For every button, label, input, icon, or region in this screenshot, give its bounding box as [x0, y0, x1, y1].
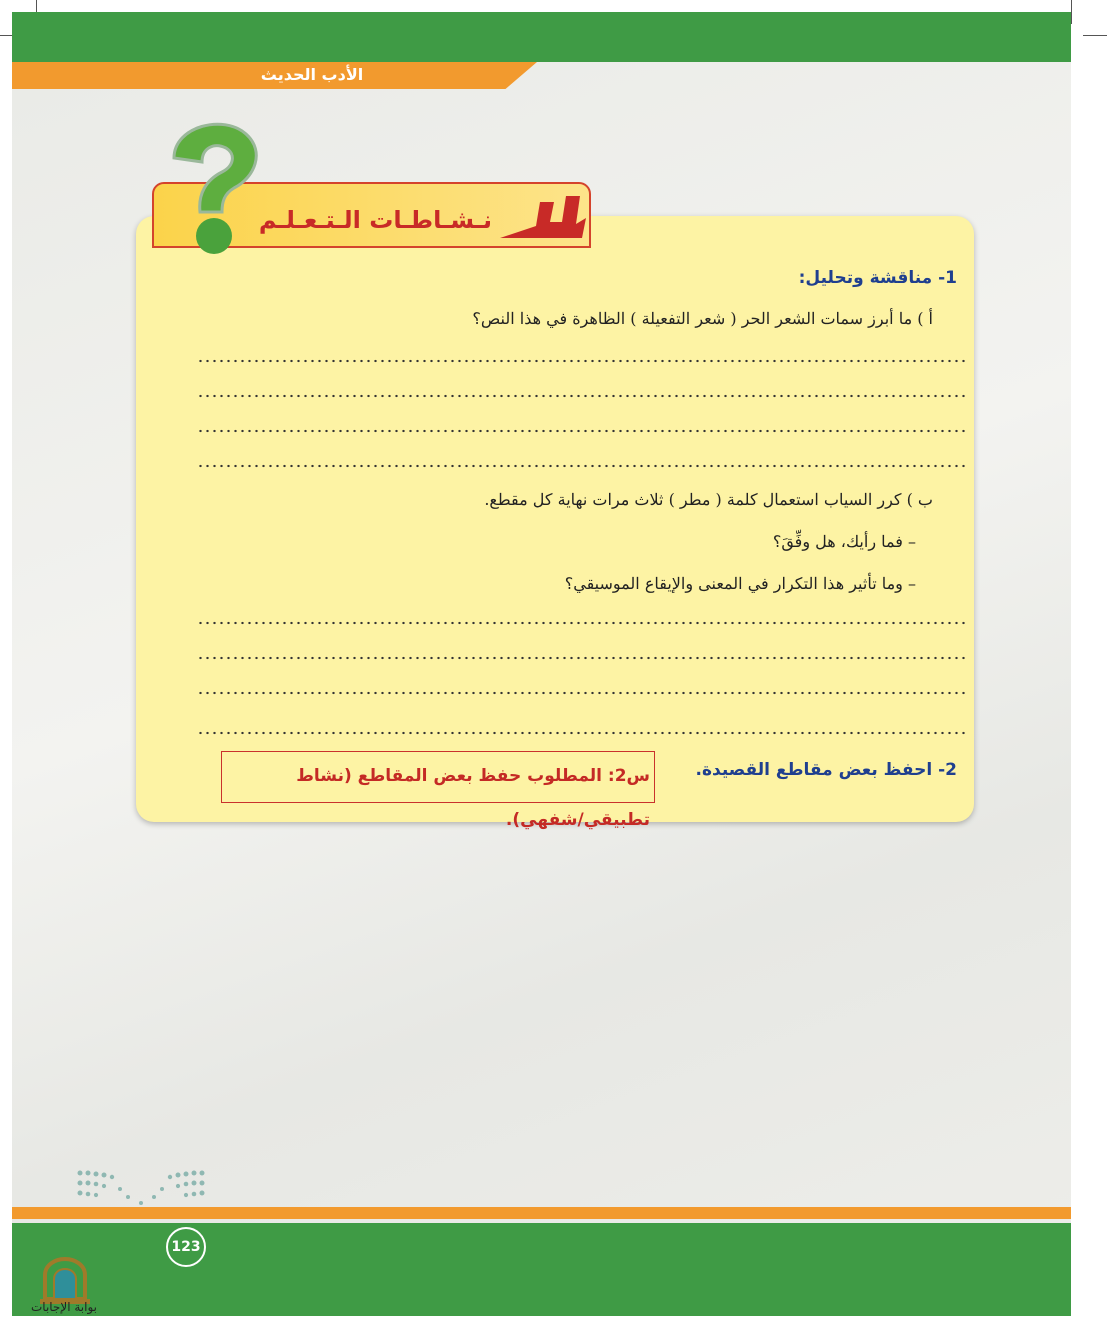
- section2-heading: 2- احفظ بعض مقاطع القصيدة.: [695, 760, 957, 780]
- ministry-dots-logo: [74, 1167, 209, 1209]
- answer-line: [197, 463, 967, 469]
- answer-line: [197, 393, 967, 399]
- answer-line: [197, 655, 967, 661]
- activities-title: نـشـاطـات الـتـعـلـم: [258, 206, 492, 234]
- answer-line: [197, 690, 967, 696]
- question-a: أ ) ما أبرز سمات الشعر الحر ( شعر التفعيلة ) الظاهرة في هذا النص؟: [472, 309, 933, 328]
- red-brush-icon: [496, 182, 588, 240]
- question-b1: – فما رأيك، هل وفِّقَ؟: [772, 532, 916, 551]
- portal-label: بوابة الإجابات: [30, 1300, 97, 1314]
- question-mark-icon: [162, 116, 272, 256]
- answer-line: [197, 358, 967, 364]
- answer-text: س2: المطلوب حفظ بعض المقاطع (نشاط تطبيقي/شفهي).: [296, 766, 650, 830]
- section1-heading: 1- مناقشة وتحليل:: [798, 268, 957, 288]
- top-green-band: [12, 12, 1071, 62]
- answer-line: [197, 428, 967, 434]
- answer-line: [197, 620, 967, 626]
- section-title: الأدب الحديث: [260, 65, 364, 84]
- question-b: ب ) كرر السياب استعمال كلمة ( مطر ) ثلاث مرات نهاية كل مقطع.: [484, 490, 933, 509]
- textbook-page: [12, 12, 1071, 1316]
- crop-mark: [1083, 35, 1107, 36]
- page-number: 123: [166, 1227, 206, 1267]
- answer-line: [197, 730, 967, 736]
- bottom-orange-band: [12, 1207, 1071, 1219]
- question-b2: – وما تأثير هذا التكرار في المعنى والإيقاع الموسيقي؟: [564, 574, 916, 593]
- crop-mark: [1071, 0, 1072, 24]
